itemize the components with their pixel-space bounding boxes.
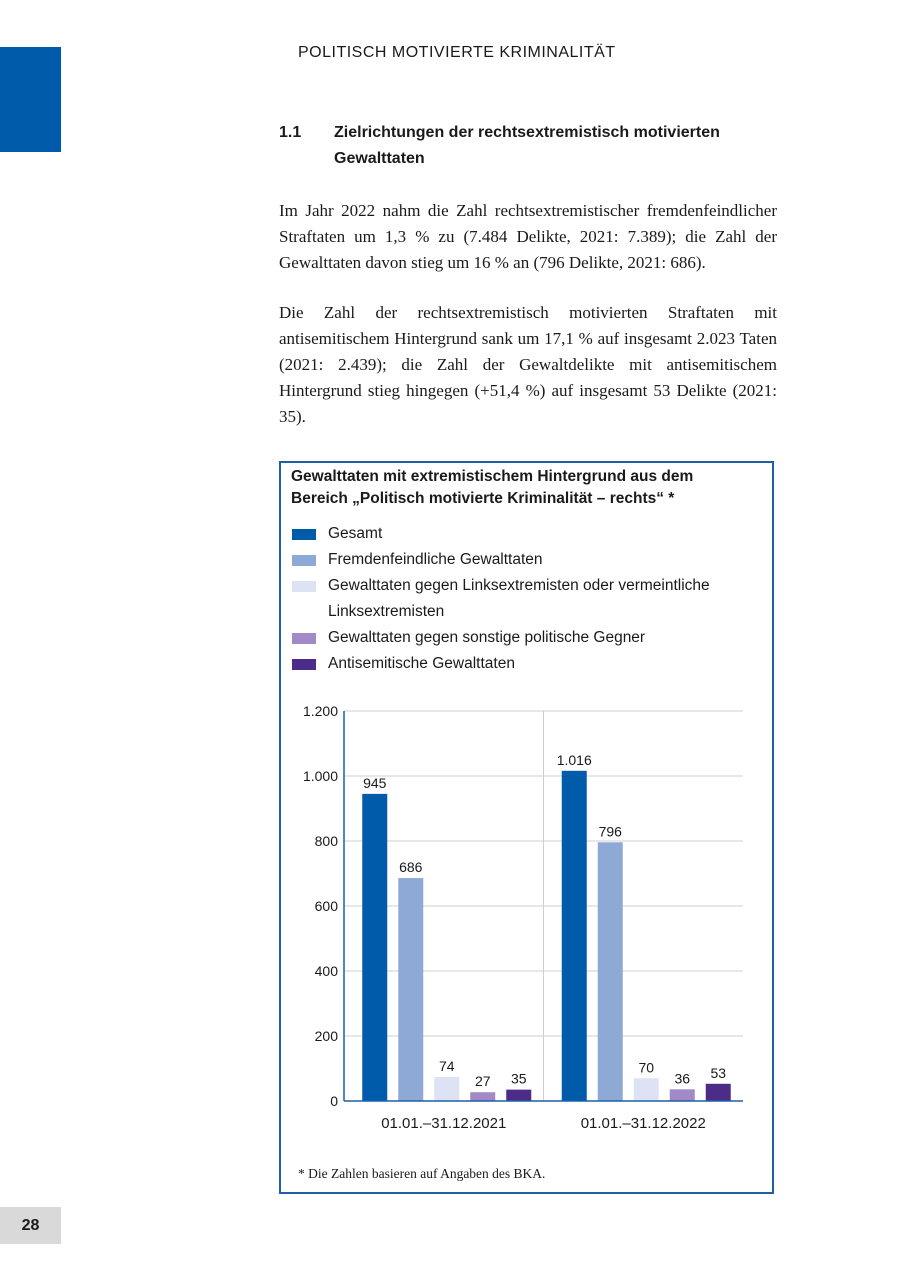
data-label: 36 [674, 1070, 691, 1087]
y-tick-label: 1.000 [302, 768, 338, 784]
running-header: POLITISCH MOTIVIERTE KRIMINALITÄT [298, 44, 616, 61]
legend-swatch [292, 581, 316, 592]
y-tick-label: 0 [330, 1093, 338, 1109]
data-label: 796 [598, 823, 622, 840]
legend-item-linksextremisten [291, 573, 761, 625]
data-label: 27 [474, 1073, 491, 1090]
bar-chart [280, 695, 760, 1145]
data-label: 74 [438, 1057, 455, 1074]
legend-swatch [292, 555, 316, 566]
y-tick-label: 800 [314, 833, 338, 849]
legend-item-gesamt [291, 521, 761, 547]
bar [434, 1077, 459, 1101]
chart-legend [291, 521, 761, 677]
data-label: 1.016 [556, 751, 592, 768]
legend-label: Gewalttaten gegen sonstige politische Gegner [328, 629, 646, 646]
bar [506, 1090, 531, 1101]
legend-label: Gesamt [328, 525, 383, 542]
section-title: Zielrichtungen der rechtsextremistisch motivierten Gewalttaten [334, 124, 720, 167]
bar [670, 1089, 695, 1101]
body-paragraph-1: Im Jahr 2022 nahm die Zahl rechtsextremistischer fremdenfeindlicher Straftaten um 1,3 % zu (7.484 Delikte, 2021: 7.389); die Zahl der Gewalttaten davon stieg um 16 % an (796 Delikte, 2021: 686). [279, 201, 777, 272]
data-label: 53 [710, 1064, 727, 1081]
bar [598, 842, 623, 1101]
x-tick-label: 01.01.–31.12.2021 [381, 1115, 507, 1132]
legend-swatch [292, 659, 316, 670]
bar [706, 1084, 731, 1101]
data-label: 686 [399, 859, 423, 876]
y-tick-label: 600 [314, 898, 338, 914]
legend-item-antisemitisch [291, 651, 761, 677]
bar [562, 771, 587, 1101]
chart-footnote: * Die Zahlen basieren auf Angaben des BKA. [298, 1166, 546, 1181]
data-label: 945 [363, 774, 387, 791]
legend-label: Gewalttaten gegen Linksextremisten oder vermeintliche Linksextremisten [328, 577, 710, 620]
chapter-marker [0, 47, 61, 152]
chart-title: Gewalttaten mit extremistischem Hintergrund aus dem Bereich „Politisch motivierte Kriminalität – rechts“ * [291, 468, 694, 507]
x-tick-label: 01.01.–31.12.2022 [580, 1115, 706, 1132]
bar [634, 1078, 659, 1101]
legend-item-fremdenfeindlich [291, 547, 761, 573]
section-number: 1.1 [279, 124, 302, 141]
legend-label: Antisemitische Gewalttaten [328, 655, 515, 672]
bar [470, 1092, 495, 1101]
bar [398, 878, 423, 1101]
page-number: 28 [21, 1217, 40, 1234]
body-paragraph-2: Die Zahl der rechtsextremistisch motivierten Straftaten mit antisemitischem Hintergrund sank um 17,1 % auf insgesamt 2.023 Taten (2021: 2.439); die Zahl der Gewaltdelikte mit antisemitischem Hintergrund stieg hingegen (+51,4 %) auf insgesamt 53 Delikte (2021: 35). [279, 303, 777, 426]
bar [362, 794, 387, 1101]
legend-label: Fremdenfeindliche Gewalttaten [328, 551, 543, 568]
legend-item-sonstige-gegner [291, 625, 761, 651]
y-tick-label: 1.200 [302, 703, 338, 719]
legend-swatch [292, 529, 316, 540]
y-tick-label: 400 [314, 963, 338, 979]
data-label: 70 [638, 1059, 655, 1076]
data-label: 35 [510, 1070, 527, 1087]
y-tick-label: 200 [314, 1028, 338, 1044]
legend-swatch [292, 633, 316, 644]
page-number-box [0, 1207, 61, 1244]
